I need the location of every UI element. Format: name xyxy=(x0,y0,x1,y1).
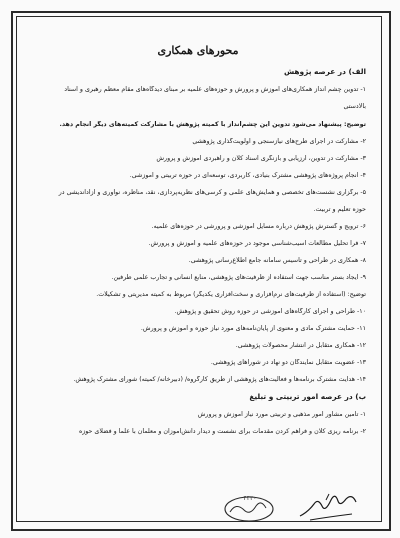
list-item: ۷- فرا تحلیل مطالعات آسیب‌شناسی موجود در حوزه‌های علمیه و آموزش و پرورش. xyxy=(148,240,366,247)
list-item: ۶- ترویج و گسترش پژوهش درباره مسایل آموزشی و پرورشی در حوزه‌های علمیه. xyxy=(151,223,366,230)
document-title: محورهای همکاری xyxy=(157,44,239,57)
section-heading-research: الف) در عرصه پژوهش xyxy=(283,68,366,76)
list-item: ۱۰- طراحی و اجرای کارگاه‌های آموزشی در حوزه روش تحقیق و پژوهش. xyxy=(174,308,366,315)
handwritten-signature xyxy=(296,490,360,524)
section-heading-education: ب) در عرصه امور تربیتی و تبلیغ xyxy=(249,393,366,401)
note-line: توضیح: پیشنهاد می‌شود تدوین این چشم‌انداز با کمیته پژوهش با مشارکت کمیته‌های دیگر انجام دهد. xyxy=(59,121,366,128)
list-item: ۱- تدوین چشم انداز همکاری‌های آموزش و پرورش و حوزه‌های علمیه بر مبنای دیدگاه‌های مقام معظم رهبری و اسناد xyxy=(64,86,366,93)
list-item: ۲- مشارکت در اجرای طرح‌های نیازسنجی و اولویت‌گذاری پژوهشی xyxy=(192,138,366,145)
list-item: ۴- انجام پروژه‌های پژوهشی مشترک بنیادی، کاربردی، توسعه‌ای در حوزه تربیتی و آموزشی. xyxy=(129,172,366,179)
note-line: توضیح: (استفاده از ظرفیت‌های نرم‌افزاری و سخت‌افزاری یکدیگر) مربوط به کمیته مدیریتی و تشکیلات. xyxy=(96,291,366,298)
list-item: ۱۲- همکاری متقابل در انتشار محصولات پژوهشی. xyxy=(235,342,366,349)
list-item: بالادستی xyxy=(343,103,366,110)
official-stamp xyxy=(220,492,278,524)
list-item: ۲- برنامه ریزی کلان و فراهم کردن مقدمات برای نشست و دیدار دانش‌آموزان و معلمان با علما و فضلای حوزه xyxy=(78,428,366,435)
list-item: ۹- ایجاد بستر مناسب جهت استفاده از ظرفیت‌های پژوهشی، منابع انسانی و تجارب علمی طرفین. xyxy=(111,274,366,281)
list-item: ۱- تامین مشاور امور مذهبی و تربیتی مورد نیاز آموزش و پرورش xyxy=(197,411,366,418)
list-item: ۵- برگزاری نشست‌های تخصصی و همایش‌های علمی و کرسی‌های نظریه‌پردازی، نقد، مناظره، نوآوری و آزاداندیشی در xyxy=(58,189,366,196)
list-item: ۱۳- عضویت متقابل نمایندگان دو نهاد در شوراهای پژوهشی. xyxy=(210,359,366,366)
list-item: ۳- مشارکت در تدوین، ارزیابی و بازنگری اسناد کلان و راهبردی آموزش و پرورش xyxy=(156,155,366,162)
document-body xyxy=(22,22,374,514)
list-item: ۱۱- حمایت مشترک مادی و معنوی از پایان‌نامه‌های مورد نیاز حوزه و آموزش و پرورش. xyxy=(140,325,366,332)
list-item: ۸- همکاری در طراحی و تأسیس سامانه جامع اطلاع‌رسانی پژوهشی. xyxy=(188,257,366,264)
list-item: ۱۴- هدایت مشترک برنامه‌ها و فعالیت‌های پژوهشی از طریق کارگروه/ (دبیرخانه/ کمیته) شورای مشترک پژوهش. xyxy=(73,376,366,383)
stamp-number: ۴۴۳۰ xyxy=(243,495,257,502)
signatures-area xyxy=(172,490,362,532)
list-item: حوزه تعلیم و تربیت. xyxy=(313,206,366,213)
